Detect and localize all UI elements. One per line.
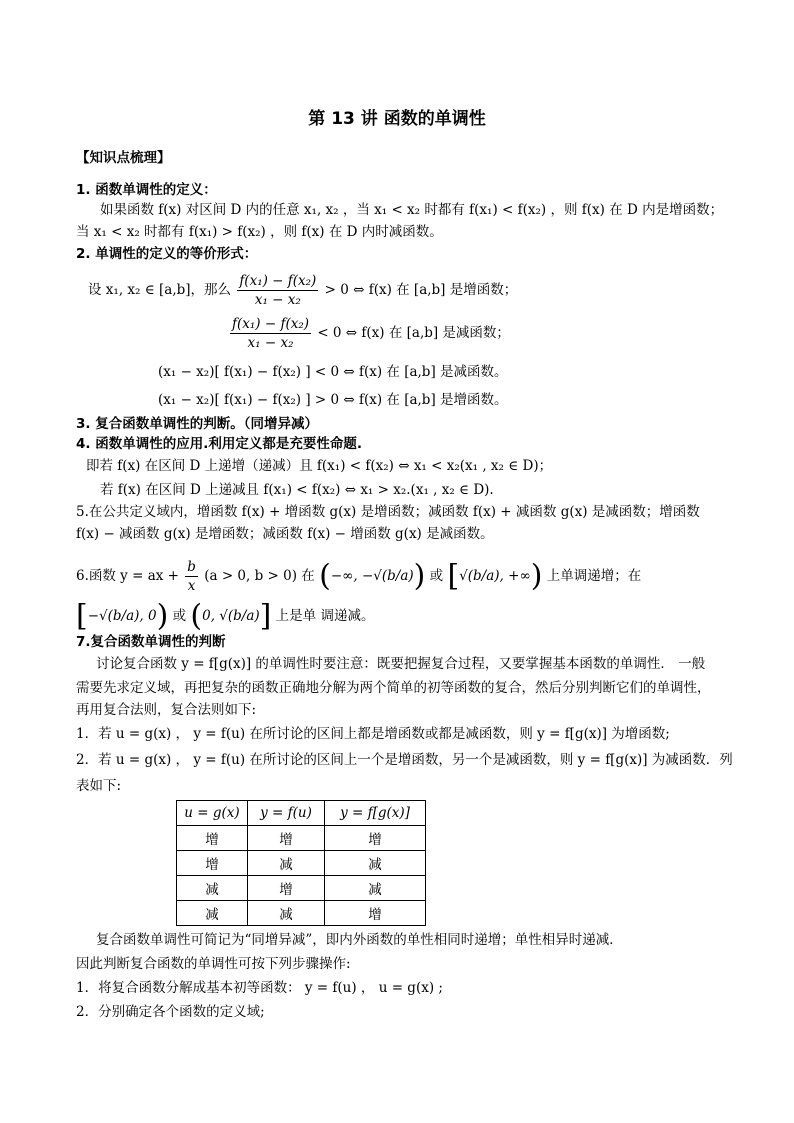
table-header-cell: y = f[g(x)] xyxy=(325,801,426,826)
table-row xyxy=(177,826,426,851)
table-cell: 增 xyxy=(325,901,426,926)
item6-line1: 6.函数 y = ax + $\frac{b}{x}$ (a > 0, b > 0) 在 (−∞, −√(b/a)) 或 [√(b/a), +∞) 上单调递增；在 xyxy=(76,558,642,594)
item6-line1b: [−√(b/a), 0) 或 (0, √(b/a)] 上是单 调递减。 xyxy=(76,598,375,634)
interval-zero-pos: 0, √(b/a) xyxy=(202,608,260,624)
item4-line1: 即若 f(x) 在区间 D 上递增（递减）且 f(x₁) < f(x₂) ⇔ x₁ < x₂(x₁ , x₂ ∈ D)； xyxy=(86,458,553,474)
table-cell: 减 xyxy=(248,901,325,926)
after-table-line1: 复合函数单调性可简记为“同增异减”，即内外函数的单性相同时递增；单性相异时递减． xyxy=(96,932,623,948)
or-text-1: 或 xyxy=(429,568,444,584)
item6-condition: (a > 0, b > 0) 在 xyxy=(204,568,315,584)
item3: 3. 复合函数单调性的判断。（同增异减） xyxy=(76,416,318,432)
item7-rule3: 表如下: xyxy=(76,778,122,794)
table-cell: 减 xyxy=(248,851,325,876)
interval-neg-zero: −√(b/a), 0 xyxy=(87,608,157,624)
item7-rule2: 2．若 u = g(x) ， y = f(u) 在所讨论的区间上一个是增函数，另一个是减函数，则 y = f[g(x)] 为减函数．列 xyxy=(76,752,733,768)
item1-heading: 1. 函数单调性的定义： xyxy=(76,182,217,198)
table-cell: 减 xyxy=(325,851,426,876)
composition-table xyxy=(176,800,426,926)
quotient-denominator: x₁ − x₂ xyxy=(254,292,301,308)
formula1-suffix: > 0 ⇔ f(x) 在 [a,b] 是增函数； xyxy=(324,282,518,298)
table-header-cell: u = g(x) xyxy=(177,801,248,826)
table-row xyxy=(177,851,426,876)
or-text-2: 或 xyxy=(172,608,187,624)
item1-line2: 当 x₁ < x₂ 时都有 f(x₁) > f(x₂) ，则 f(x) 在 D 内时减函数。 xyxy=(76,224,443,240)
item2-heading: 2. 单调性的定义的等价形式： xyxy=(76,246,258,262)
item7-para-line2: 需要先求定义域，再把复杂的函数正确地分解为两个简单的初等函数的复合，然后分别判断它们的单调性， xyxy=(76,680,711,696)
table-header-row xyxy=(177,801,426,826)
item7-rule1: 1．若 u = g(x) ， y = f(u) 在所讨论的区间上都是增函数或都是减函数，则 y = f[g(x)] 为增函数; xyxy=(76,726,670,742)
quotient-denominator: x₁ − x₂ xyxy=(247,335,294,351)
frac-x: x xyxy=(187,578,196,594)
frac-b: b xyxy=(187,559,196,575)
table-header-cell: y = f(u) xyxy=(248,801,325,826)
item6-middle: 上单调递增；在 xyxy=(546,568,642,584)
item5-line1: 5.在公共定义域内，增函数 f(x) + 增函数 g(x) 是增函数；减函数 f(x) + 减函数 g(x) 是减函数；增函数 xyxy=(76,504,700,520)
after-table-line2: 因此判断复合函数的单调性可按下列步骤操作: xyxy=(76,956,351,972)
item1-line1: 如果函数 f(x) 对区间 D 内的任意 x₁, x₂ ，当 x₁ < x₂ 时都有 f(x₁) < f(x₂) ，则 f(x) 在 D 内是增函数； xyxy=(100,202,724,218)
step-1: 1．将复合函数分解成基本初等函数： y = f(u) ， u = g(x) ; xyxy=(76,980,443,996)
table-cell: 减 xyxy=(177,901,248,926)
table-cell: 增 xyxy=(248,826,325,851)
item2-formula1 xyxy=(88,270,517,310)
interval-neg-inf: −∞, −√(b/a) xyxy=(330,568,414,584)
item6-suffix: 上是单 xyxy=(275,608,317,624)
table-row xyxy=(177,876,426,901)
difference-quotient-1 xyxy=(237,272,318,309)
item5-line2: f(x) − 减函数 g(x) 是增函数；减函数 f(x) − 增函数 g(x) 是减函数。 xyxy=(76,526,494,542)
item4-heading: 4. 函数单调性的应用.利用定义都是充要性命题. xyxy=(76,436,362,452)
page-title: 第 13 讲 函数的单调性 xyxy=(308,109,486,129)
interval-pos-inf: √(b/a), +∞ xyxy=(459,568,531,584)
b-over-x xyxy=(185,558,198,595)
quotient-numerator: f(x₁) − f(x₂) xyxy=(232,316,310,332)
table-cell: 增 xyxy=(177,851,248,876)
difference-quotient-2 xyxy=(230,315,311,352)
item6-line2: 调递减。 xyxy=(320,608,375,624)
item4-line2: 若 f(x) 在区间 D 上递减且 f(x₁) < f(x₂) ⇔ x₁ > x₂.(x₁ , x₂ ∈ D). xyxy=(100,482,494,498)
item2-formula3: (x₁ − x₂)[ f(x₁) − f(x₂) ] < 0 ⇔ f(x) 在 [a,b] 是减函数。 xyxy=(158,364,508,380)
table-cell: 减 xyxy=(177,876,248,901)
item6-prefix: 6.函数 y = ax + xyxy=(76,568,179,584)
item2-formula2 xyxy=(228,313,510,353)
item7-heading: 7.复合函数单调性的判断 xyxy=(76,634,226,650)
step-2: 2．分别确定各个函数的定义域; xyxy=(76,1004,265,1020)
item7-para-line1: 讨论复合函数 y = f[g(x)] 的单调性时要注意：既要把握复合过程，又要掌握基本函数的单调性． 一般 xyxy=(96,656,706,672)
table-cell: 减 xyxy=(325,876,426,901)
quotient-numerator: f(x₁) − f(x₂) xyxy=(239,273,317,289)
item2-formula4: (x₁ − x₂)[ f(x₁) − f(x₂) ] > 0 ⇔ f(x) 在 [a,b] 是增函数。 xyxy=(158,392,508,408)
table-row xyxy=(177,901,426,926)
table-cell: 增 xyxy=(177,826,248,851)
formula2-suffix: < 0 ⇔ f(x) 在 [a,b] 是减函数； xyxy=(317,325,510,341)
formula1-prefix: 设 x₁, x₂ ∈ [a,b]，那么 xyxy=(88,282,232,298)
item7-para-line3: 再用复合法则，复合法则如下: xyxy=(76,702,257,718)
table-cell: 增 xyxy=(325,826,426,851)
table-cell: 增 xyxy=(248,876,325,901)
section-header: 【知识点梳理】 xyxy=(76,150,171,166)
